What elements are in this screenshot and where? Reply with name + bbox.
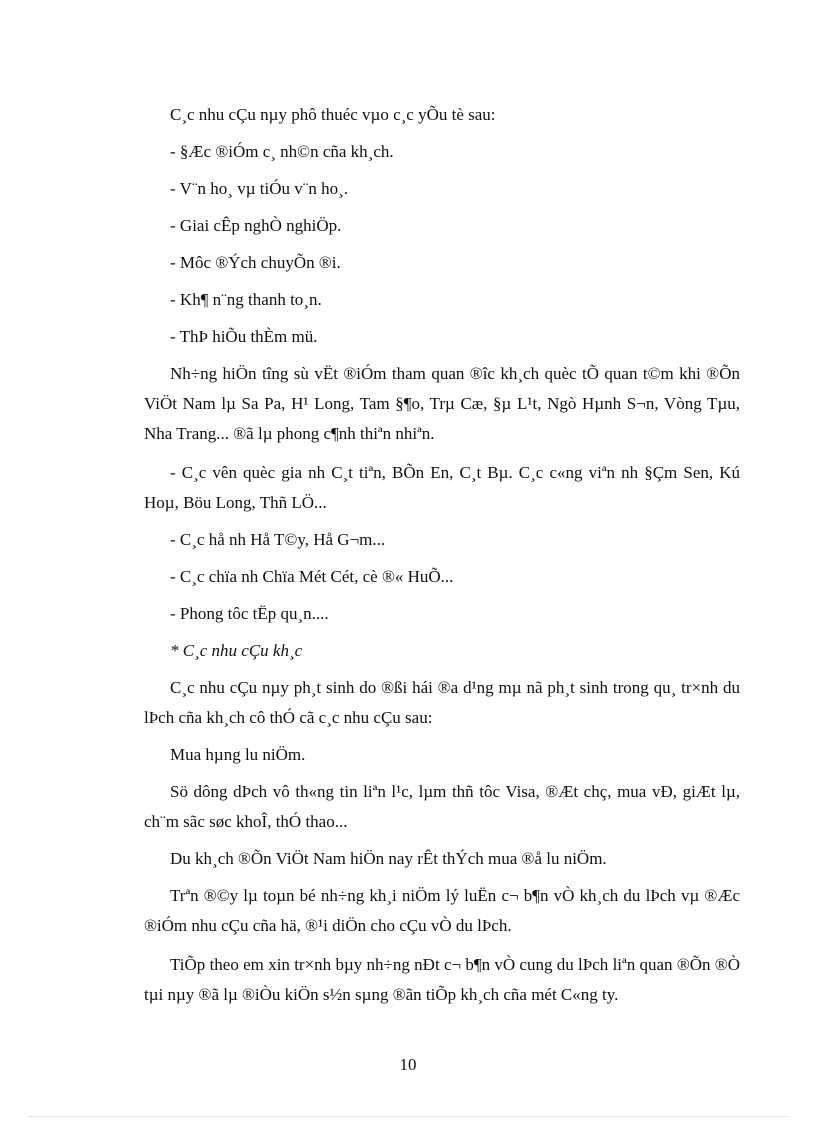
paragraph-summary: Trªn ®©y lµ toµn bé nh÷ng kh¸i niÖm lý luËn c¬ b¶n vÒ kh¸ch du lÞch vµ ®Æc ®iÓm nhu cÇu cña hä, ®¹i diÖn cho cÇu vÒ du lÞch. [144,886,740,935]
list-item-lakes: - C¸c hå nh Hå T©y, Hå G¬m... [170,530,386,549]
intro-line: C¸c nhu cÇu nµy phô thuéc vµo c¸c yÕu tè sau: [170,105,496,124]
paragraph-other-needs: C¸c nhu cÇu nµy ph¸t sinh do ®ßi hái ®a d¹ng mµ nã ph¸t sinh trong qu¸ tr×nh du lÞch cña kh¸ch cô thÓ cã c¸c nhu cÇu sau: [144,678,740,727]
list-item-pagodas: - C¸c chïa nh Chïa Mét Cét, cè ®« HuÕ... [170,567,454,586]
list-item-personal-traits: - §Æc ®iÓm c¸ nh©n cña kh¸ch. [170,142,394,161]
section-heading-other-needs: * C¸c nhu cÇu kh¸c [170,641,303,660]
list-item-trip-purpose: - Môc ®Ých chuyÕn ®i. [170,253,341,272]
list-item-taste: - ThÞ hiÕu thÈm mü. [170,327,318,346]
paragraph-services: Sö dông dÞch vô th«ng tin liªn l¹c, lµm thñ tôc Visa, ®Æt chç, mua vÐ, giÆt lµ, ch¨m sãc søc khoÎ, thÓ thao... [144,782,740,831]
footer-divider [28,1116,788,1117]
list-item-customs: - Phong tôc tËp qu¸n.... [170,604,329,623]
list-item-payment: - Kh¶ n¨ng thanh to¸n. [170,290,322,309]
list-item-culture: - V¨n ho¸ vµ tiÓu v¨n ho¸. [170,179,349,198]
page-number: 10 [399,1055,417,1074]
paragraph-national-parks: - C¸c vên quèc gia nh C¸t tiªn, BÕn En, C¸t Bµ. C¸c c«ng viªn nh §Çm Sen, Kú Hoµ, Böu Long, Thñ LÖ... [144,463,740,512]
body-text [144,100,740,1010]
paragraph-attractions: Nh÷ng hiÖn tîng sù vËt ®iÓm tham quan ®îc kh¸ch quèc tÕ quan t©m khi ®Õn ViÖt Nam lµ Sa Pa, H¹ Long, Tam §¶o, Trµ Cæ, §µ L¹t, Ngò Hµnh S¬n, Vòng Tµu, Nha Trang... ®ã lµ phong c¶nh thiªn nhiªn. [144,364,740,443]
paragraph-next-section: TiÕp theo em xin tr×nh bµy nh÷ng nÐt c¬ b¶n vÒ cung du lÞch liªn quan ®Õn ®Ò tµi nµy ®ã lµ ®iÒu kiÖn s½n sµng ®ãn tiÕp kh¸ch cña mét C«ng ty. [144,955,740,1004]
line-tourists-souvenirs: Du kh¸ch ®Õn ViÖt Nam hiÖn nay rÊt thÝch mua ®å lu niÖm. [170,849,607,868]
list-item-social-class: - Giai cÊp nghÒ nghiÖp. [170,216,342,235]
line-souvenirs: Mua hµng lu niÖm. [170,745,306,764]
